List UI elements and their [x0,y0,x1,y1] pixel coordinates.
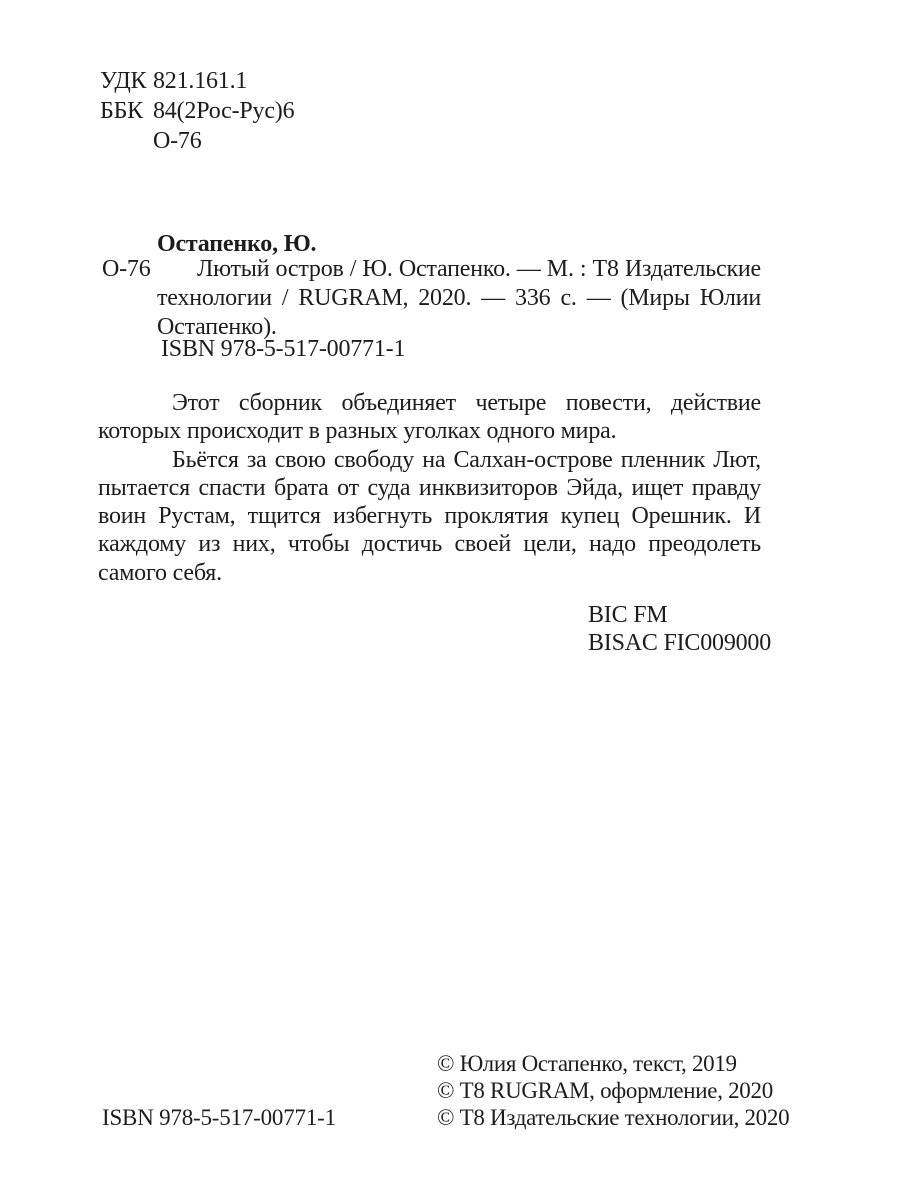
classification-block [100,66,294,156]
udk-row [100,66,294,96]
copyright-line: © Юлия Остапенко, текст, 2019 [437,1051,737,1076]
copyright-block [437,1050,789,1131]
bisac-code: BISAC FIC009000 [588,630,772,656]
author-sign-row [100,126,294,156]
author-heading: Остапенко, Ю. [157,231,317,257]
bic-code: BIC FM [588,602,668,628]
bbk-value: 84(2Рос-Рус)6 [153,98,295,124]
catalog-entry-text: Лютый остров / Ю. Остапенко. — М. : Т8 Издательские технологии / RUGRAM, 2020. — 336 с. — (Миры Юлии Остапенко). [157,256,761,340]
codes-block [588,601,771,657]
udk-value: 821.161.1 [153,68,248,94]
copyright-line: © Т8 RUGRAM, оформление, 2020 [437,1078,773,1103]
copyright-line: © Т8 Издательские технологии, 2020 [437,1105,790,1130]
isbn-top: ISBN 978-5-517-00771-1 [161,336,406,362]
author-sign: О-76 [153,128,202,154]
annotation-paragraph: Бьётся за свою свободу на Салхан-острове пленник Лют, пытается спасти брата от суда инквизиторов Эйда, ищет правду воин Рустам, тщится избегнуть проклятия купец Орешник. И каждому из них, чтобы достичь своей цели, надо преодолеть самого себя. [98,446,761,586]
catalog-entry-label: О-76 [102,256,151,282]
bbk-label: ББК [100,98,143,124]
bbk-row [100,96,294,126]
udk-label: УДК [100,68,147,94]
catalog-entry [98,255,761,342]
isbn-bottom: ISBN 978-5-517-00771-1 [102,1105,336,1130]
annotation-paragraph: Этот сборник объединяет четыре повести, действие которых происходит в разных уголках одного мира. [98,390,761,445]
annotation-block [98,389,761,587]
